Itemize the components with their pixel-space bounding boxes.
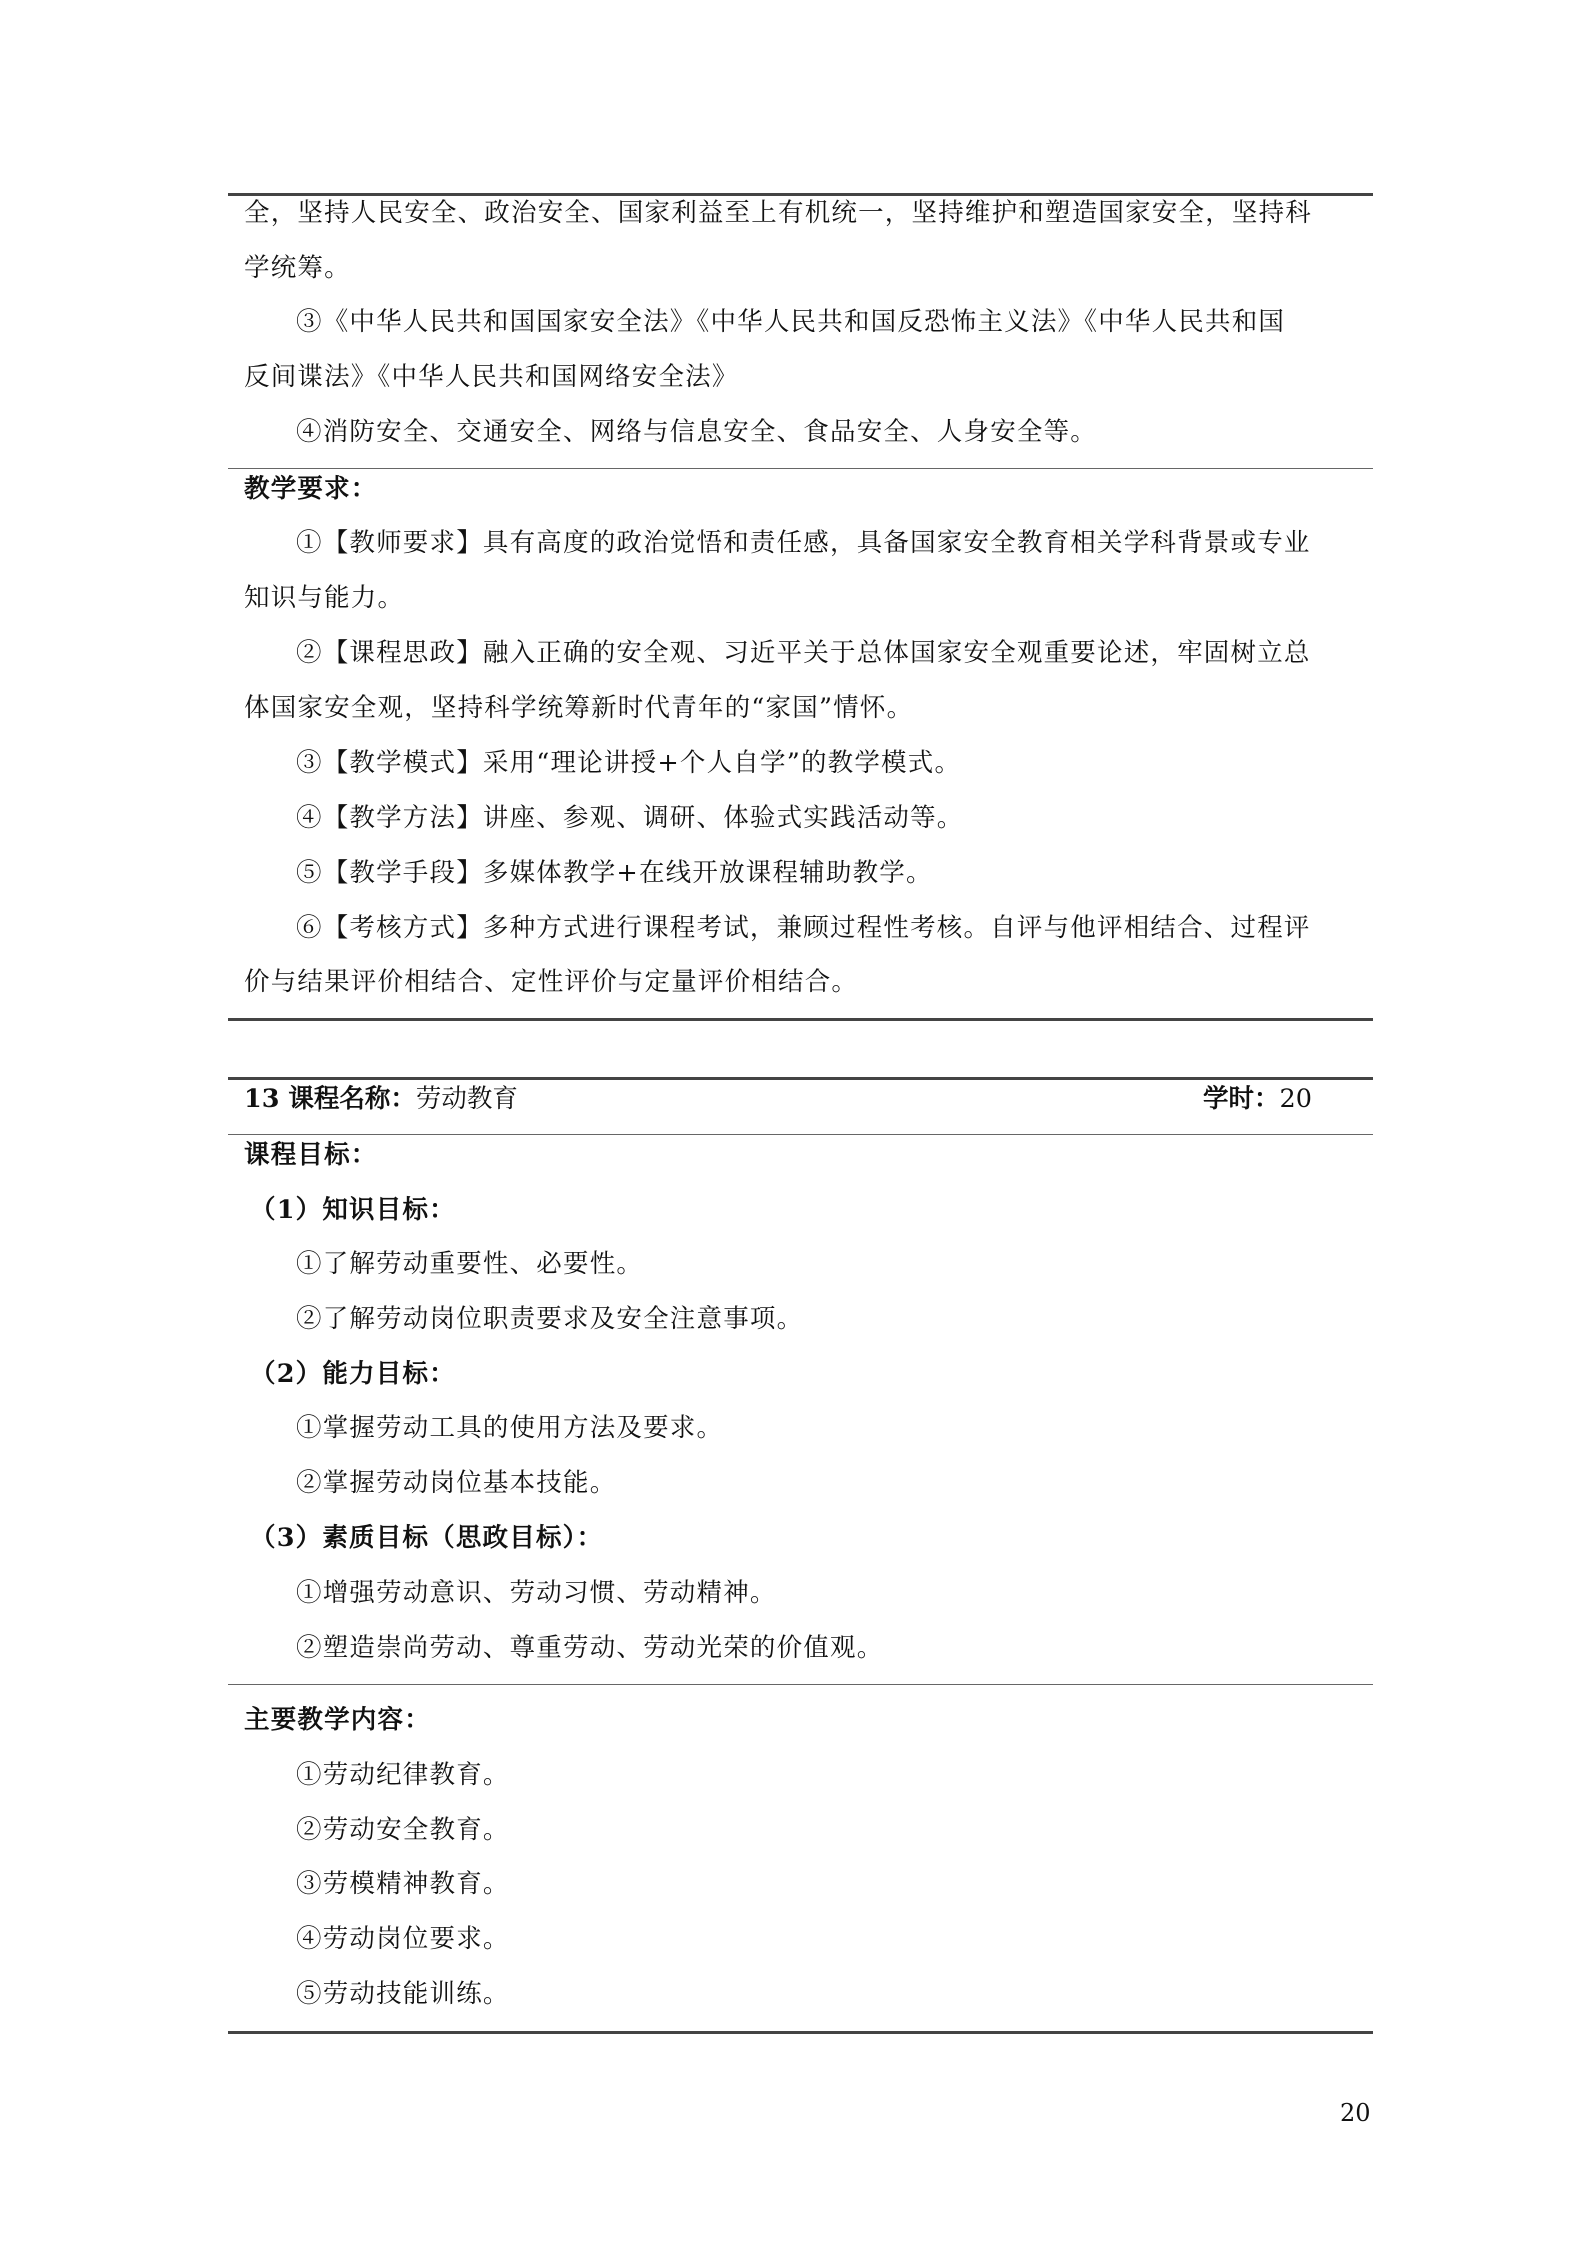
course-table-top-rule	[228, 1077, 1373, 1080]
quality-heading: （3）素质目标（思政目标）：	[250, 1523, 604, 1553]
section-divider	[228, 468, 1373, 469]
knowledge-item: ②了解劳动岗位职责要求及安全注意事项。	[296, 1304, 804, 1334]
requirement-line: 价与结果评价相结合、定性评价与定量评价相结合。	[244, 967, 859, 997]
course-name-label: 13 课程名称：	[244, 1084, 416, 1114]
content-line: 学统筹。	[244, 253, 351, 283]
table-bottom-rule	[228, 1018, 1373, 1021]
page-number: 20	[1340, 2099, 1371, 2127]
ability-item: ②掌握劳动岗位基本技能。	[296, 1468, 617, 1498]
course-hours: 20	[1279, 1084, 1312, 1114]
course-hours-label: 学时：	[1203, 1084, 1280, 1114]
requirement-line: ④【教学方法】讲座、参观、调研、体验式实践活动等。	[296, 803, 964, 833]
requirement-line: 体国家安全观，坚持科学统筹新时代青年的“家国”情怀。	[244, 693, 914, 723]
content-item: ⑤劳动技能训练。	[296, 1979, 510, 2009]
content-line: 反间谍法》《中华人民共和国网络安全法》	[244, 362, 739, 392]
course-name: 劳动教育	[415, 1084, 518, 1114]
requirements-heading: 教学要求：	[244, 474, 378, 504]
section-divider	[228, 1684, 1373, 1685]
content-line: ③《中华人民共和国国家安全法》《中华人民共和国反恐怖主义法》《中华人民共和国	[296, 307, 1286, 337]
course-header-row	[244, 1081, 1312, 1117]
knowledge-item: ①了解劳动重要性、必要性。	[296, 1249, 644, 1279]
content-item: ③劳模精神教育。	[296, 1869, 510, 1899]
content-item: ①劳动纪律教育。	[296, 1760, 510, 1790]
requirement-line: 知识与能力。	[244, 583, 405, 613]
course-table-bottom-rule	[228, 2031, 1373, 2034]
requirement-line: ⑤【教学手段】多媒体教学+在线开放课程辅助教学。	[296, 858, 933, 888]
ability-heading: （2）能力目标：	[250, 1359, 456, 1389]
objectives-heading: 课程目标：	[244, 1140, 378, 1170]
knowledge-heading: （1）知识目标：	[250, 1195, 456, 1225]
requirement-line: ①【教师要求】具有高度的政治觉悟和责任感，具备国家安全教育相关学科背景或专业	[296, 528, 1311, 558]
requirement-line: ⑥【考核方式】多种方式进行课程考试，兼顾过程性考核。自评与他评相结合、过程评	[296, 913, 1311, 943]
content-item: ④劳动岗位要求。	[296, 1924, 510, 1954]
content-item: ②劳动安全教育。	[296, 1815, 510, 1845]
content-line: 全，坚持人民安全、政治安全、国家利益至上有机统一，坚持维护和塑造国家安全，坚持科	[244, 198, 1313, 228]
content-line: ④消防安全、交通安全、网络与信息安全、食品安全、人身安全等。	[296, 417, 1098, 447]
requirement-line: ③【教学模式】采用“理论讲授+个人自学”的教学模式。	[296, 748, 962, 778]
content-heading: 主要教学内容：	[244, 1705, 431, 1735]
requirement-line: ②【课程思政】融入正确的安全观、习近平关于总体国家安全观重要论述，牢固树立总	[296, 638, 1311, 668]
ability-item: ①掌握劳动工具的使用方法及要求。	[296, 1413, 724, 1443]
quality-item: ①增强劳动意识、劳动习惯、劳动精神。	[296, 1578, 777, 1608]
quality-item: ②塑造崇尚劳动、尊重劳动、劳动光荣的价值观。	[296, 1633, 884, 1663]
header-divider	[228, 1134, 1373, 1135]
